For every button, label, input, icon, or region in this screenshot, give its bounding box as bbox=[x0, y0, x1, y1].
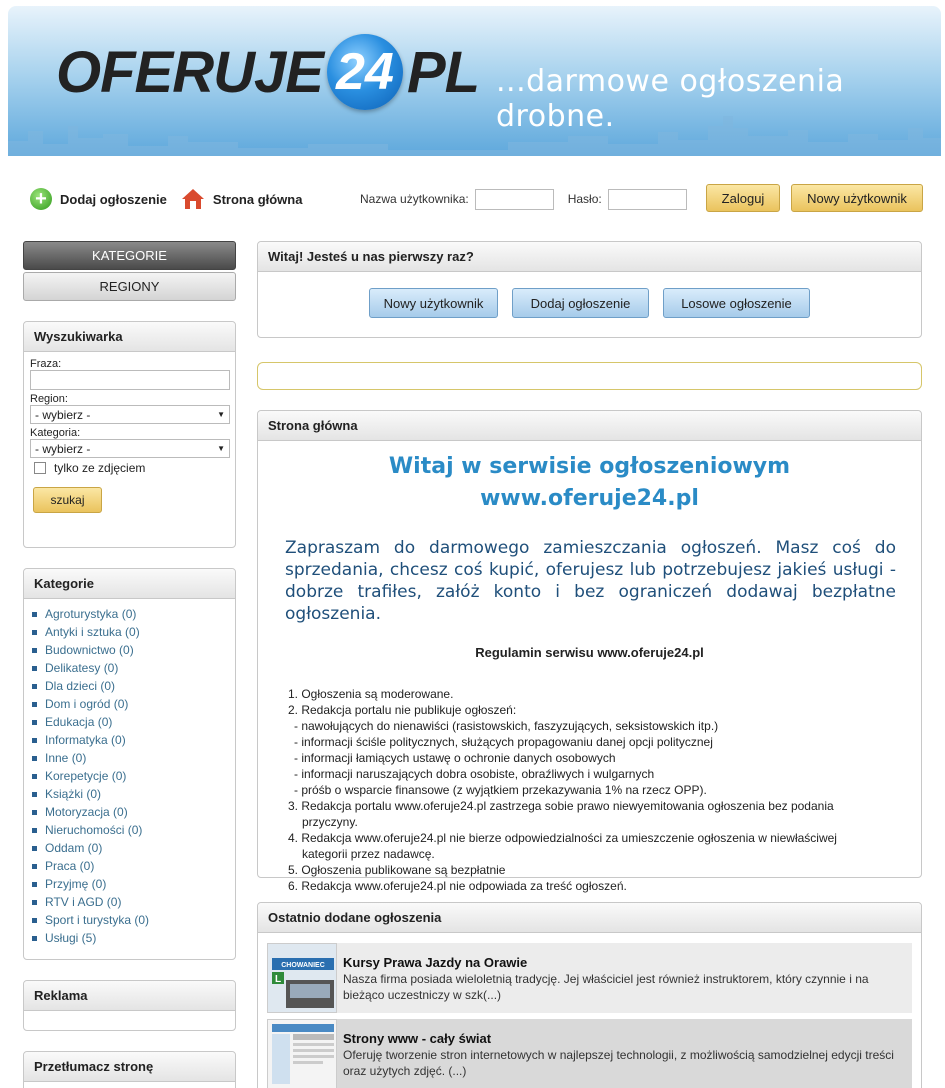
bullet-icon bbox=[32, 738, 37, 743]
category-link[interactable]: Inne (0) bbox=[45, 751, 87, 765]
category-item[interactable] bbox=[32, 749, 235, 767]
category-item[interactable] bbox=[32, 677, 235, 695]
plus-icon: + bbox=[30, 188, 52, 210]
ad-list-item[interactable] bbox=[267, 1019, 912, 1088]
driving-school-thumbnail-image bbox=[268, 944, 337, 1013]
bullet-icon bbox=[32, 756, 37, 761]
rule-item: 3. Redakcja portalu www.oferuje24.pl zastrzega sobie prawo niewyemitowania ogłoszenia bez podania bbox=[288, 799, 834, 813]
main-panel-title: Strona główna bbox=[258, 411, 921, 441]
rules-list bbox=[288, 686, 901, 894]
username-input[interactable] bbox=[475, 189, 554, 210]
chevron-down-icon: ▼ bbox=[217, 410, 225, 419]
category-item[interactable] bbox=[32, 839, 235, 857]
category-link[interactable]: Dla dzieci (0) bbox=[45, 679, 116, 693]
site-logo[interactable] bbox=[56, 32, 479, 112]
phrase-input[interactable] bbox=[30, 370, 230, 390]
recent-ads-panel bbox=[257, 902, 922, 1088]
notice-bar bbox=[257, 362, 922, 390]
translate-panel bbox=[23, 1051, 236, 1088]
login-button[interactable]: Zaloguj bbox=[706, 184, 780, 212]
rule-item: 2. Redakcja portalu nie publikuje ogłoszeń: bbox=[288, 703, 517, 717]
category-link[interactable]: Sport i turystyka (0) bbox=[45, 913, 150, 927]
logo-text-right: PL bbox=[406, 39, 480, 105]
category-link[interactable]: Motoryzacja (0) bbox=[45, 805, 128, 819]
category-link[interactable]: Książki (0) bbox=[45, 787, 102, 801]
category-select[interactable] bbox=[30, 439, 230, 458]
chevron-down-icon: ▼ bbox=[217, 444, 225, 453]
category-item[interactable] bbox=[32, 893, 235, 911]
rule-subitem: - nawołujących do nienawiści (rasistowskich, faszyzujących, seksistowskich itp.) bbox=[294, 719, 719, 733]
category-item[interactable] bbox=[32, 911, 235, 929]
rule-subitem: - informacji łamiących ustawę o ochronie danych osobowych bbox=[294, 751, 616, 765]
password-label: Hasło: bbox=[567, 192, 602, 206]
website-thumbnail-image bbox=[268, 1020, 337, 1088]
header-banner bbox=[8, 6, 941, 156]
ad-list-item[interactable] bbox=[267, 943, 912, 1013]
bullet-icon bbox=[32, 864, 37, 869]
logo-number-badge: 24 bbox=[327, 34, 403, 110]
photos-only-label: tylko ze zdjęciem bbox=[54, 461, 146, 475]
category-link[interactable]: Dom i ogród (0) bbox=[45, 697, 129, 711]
category-link[interactable]: Delikatesy (0) bbox=[45, 661, 119, 675]
region-label: Region: bbox=[30, 393, 68, 405]
phrase-label: Fraza: bbox=[30, 358, 62, 370]
category-link[interactable]: Edukacja (0) bbox=[45, 715, 113, 729]
new-user-button[interactable]: Nowy użytkownik bbox=[791, 184, 923, 212]
rule-subitem: - informacji ściśle politycznych, służących propagowaniu danej opcji politycznej bbox=[294, 735, 713, 749]
category-link[interactable]: Oddam (0) bbox=[45, 841, 103, 855]
heading-line-1: Witaj w serwisie ogłoszeniowym bbox=[388, 454, 791, 479]
rule-item: 5. Ogłoszenia publikowane są bezpłatnie bbox=[288, 863, 506, 877]
random-ad-button[interactable]: Losowe ogłoszenie bbox=[663, 288, 810, 318]
category-select-value: - wybierz - bbox=[35, 441, 91, 456]
add-ad-button[interactable]: Dodaj ogłoszenie bbox=[512, 288, 649, 318]
bullet-icon bbox=[32, 630, 37, 635]
ad-title[interactable]: Kursy Prawa Jazdy na Orawie bbox=[343, 955, 528, 970]
login-form bbox=[360, 182, 701, 216]
translate-panel-title: Przetłumacz stronę bbox=[24, 1052, 235, 1082]
svg-text:L: L bbox=[274, 974, 282, 985]
category-link[interactable]: Praca (0) bbox=[45, 859, 95, 873]
intro-text: Zapraszam do darmowego zamieszczania ogłoszeń. Masz coś do sprzedania, chcesz coś kupić, oferujesz lub potrzebujesz jakieś usługi - dobrze trafiłes, załóż konto i bez ograniczeń dodawaj bezpłatne ogłoszenia. bbox=[285, 538, 896, 624]
rule-item: 4. Redakcja www.oferuje24.pl nie bierze odpowiedzialności za umieszczenie ogłoszenia w niewłaściwej bbox=[288, 831, 837, 845]
category-item[interactable] bbox=[32, 875, 235, 893]
category-item[interactable] bbox=[32, 623, 235, 641]
tab-categories[interactable]: KATEGORIE bbox=[23, 241, 236, 270]
rule-subitem: - próśb o wsparcie finansowe (z wyjątkiem przekazywania 1% na rzecz OPP). bbox=[294, 783, 707, 797]
category-link[interactable]: Budownictwo (0) bbox=[45, 643, 134, 657]
home-link[interactable] bbox=[181, 188, 303, 210]
search-button[interactable]: szukaj bbox=[33, 487, 102, 513]
rule-continuation: kategorii przez nadawcę. bbox=[302, 847, 435, 861]
category-item[interactable] bbox=[32, 641, 235, 659]
category-list bbox=[24, 599, 235, 947]
bullet-icon bbox=[32, 882, 37, 887]
logo-text-left: OFERUJE bbox=[56, 39, 323, 105]
site-tagline: ...darmowe ogłoszenia drobne. bbox=[496, 64, 845, 134]
add-ad-label: Dodaj ogłoszenie bbox=[60, 191, 167, 207]
category-item[interactable] bbox=[32, 929, 235, 947]
category-item[interactable] bbox=[32, 857, 235, 875]
home-icon bbox=[181, 188, 205, 210]
page-heading bbox=[258, 451, 921, 515]
home-label: Strona główna bbox=[212, 191, 303, 207]
bullet-icon bbox=[32, 936, 37, 941]
ad-description: Nasza firma posiada wieloletnią tradycję. Jej właściciel jest również instruktorem, który czynnie i na bieżąco uczestniczy w szk(...) bbox=[343, 972, 869, 1002]
category-item[interactable] bbox=[32, 803, 235, 821]
bullet-icon bbox=[32, 846, 37, 851]
top-navigation bbox=[30, 182, 925, 216]
category-link[interactable]: Usługi (5) bbox=[45, 931, 97, 945]
rule-item: 1. Ogłoszenia są moderowane. bbox=[288, 687, 454, 701]
search-panel-title: Wyszukiwarka bbox=[24, 322, 235, 352]
category-item[interactable] bbox=[32, 731, 235, 749]
search-panel bbox=[23, 321, 236, 548]
categories-panel bbox=[23, 568, 236, 960]
bullet-icon bbox=[32, 684, 37, 689]
category-item[interactable] bbox=[32, 713, 235, 731]
category-link[interactable]: Informatyka (0) bbox=[45, 733, 126, 747]
bullet-icon bbox=[32, 810, 37, 815]
rule-subitem: - informacji naruszających dobra osobiste, obraźliwych i wulgarnych bbox=[294, 767, 655, 781]
welcome-panel-title: Witaj! Jesteś u nas pierwszy raz? bbox=[258, 242, 921, 272]
category-item[interactable] bbox=[32, 821, 235, 839]
photos-only-checkbox[interactable] bbox=[34, 462, 46, 474]
rule-continuation: przyczyny. bbox=[302, 815, 358, 829]
category-link[interactable]: Przyjmę (0) bbox=[45, 877, 107, 891]
recent-ads-title: Ostatnio dodane ogłoszenia bbox=[258, 903, 921, 933]
ad-thumbnail[interactable] bbox=[267, 943, 337, 1013]
category-item[interactable] bbox=[32, 785, 235, 803]
welcome-panel bbox=[257, 241, 922, 338]
category-item[interactable] bbox=[32, 659, 235, 677]
photos-only-option[interactable] bbox=[30, 461, 229, 475]
category-link[interactable]: Agroturystyka (0) bbox=[45, 607, 137, 621]
category-item[interactable] bbox=[32, 605, 235, 623]
category-label: Kategoria: bbox=[30, 427, 81, 439]
new-user-button-blue[interactable]: Nowy użytkownik bbox=[369, 288, 498, 318]
bullet-icon bbox=[32, 918, 37, 923]
categories-panel-title: Kategorie bbox=[24, 569, 235, 599]
ad-thumbnail[interactable] bbox=[267, 1019, 337, 1088]
username-label: Nazwa użytkownika: bbox=[360, 192, 469, 206]
add-ad-link[interactable] bbox=[30, 188, 167, 210]
category-link[interactable]: Antyki i sztuka (0) bbox=[45, 625, 140, 639]
region-select[interactable] bbox=[30, 405, 230, 424]
bullet-icon bbox=[32, 702, 37, 707]
bullet-icon bbox=[32, 792, 37, 797]
category-link[interactable]: Nieruchomości (0) bbox=[45, 823, 143, 837]
rule-item: 6. Redakcja www.oferuje24.pl nie odpowiada za treść ogłoszeń. bbox=[288, 879, 627, 893]
bullet-icon bbox=[32, 828, 37, 833]
bullet-icon bbox=[32, 774, 37, 779]
ads-panel-title: Reklama bbox=[24, 981, 235, 1011]
ad-description: Oferuję tworzenie stron internetowych w najlepszej technologii, z możliwością samodzielnej edycji treści oraz użytych zdjęć. (...) bbox=[343, 1048, 894, 1078]
category-link[interactable]: Korepetycje (0) bbox=[45, 769, 127, 783]
thumb-label: CHOWANIEC bbox=[281, 962, 325, 969]
bullet-icon bbox=[32, 648, 37, 653]
bullet-icon bbox=[32, 666, 37, 671]
bullet-icon bbox=[32, 612, 37, 617]
bullet-icon bbox=[32, 720, 37, 725]
tab-regions[interactable]: REGIONY bbox=[23, 272, 236, 301]
bullet-icon bbox=[32, 900, 37, 905]
password-input[interactable] bbox=[608, 189, 687, 210]
category-item[interactable] bbox=[32, 767, 235, 785]
ads-panel bbox=[23, 980, 236, 1031]
region-select-value: - wybierz - bbox=[35, 407, 91, 422]
main-panel bbox=[257, 410, 922, 893]
heading-line-2: www.oferuje24.pl bbox=[480, 486, 699, 511]
rules-title: Regulamin serwisu www.oferuje24.pl bbox=[475, 645, 704, 660]
category-link[interactable]: RTV i AGD (0) bbox=[45, 895, 122, 909]
ad-title[interactable]: Strony www - cały świat bbox=[343, 1031, 492, 1046]
category-item[interactable] bbox=[32, 695, 235, 713]
